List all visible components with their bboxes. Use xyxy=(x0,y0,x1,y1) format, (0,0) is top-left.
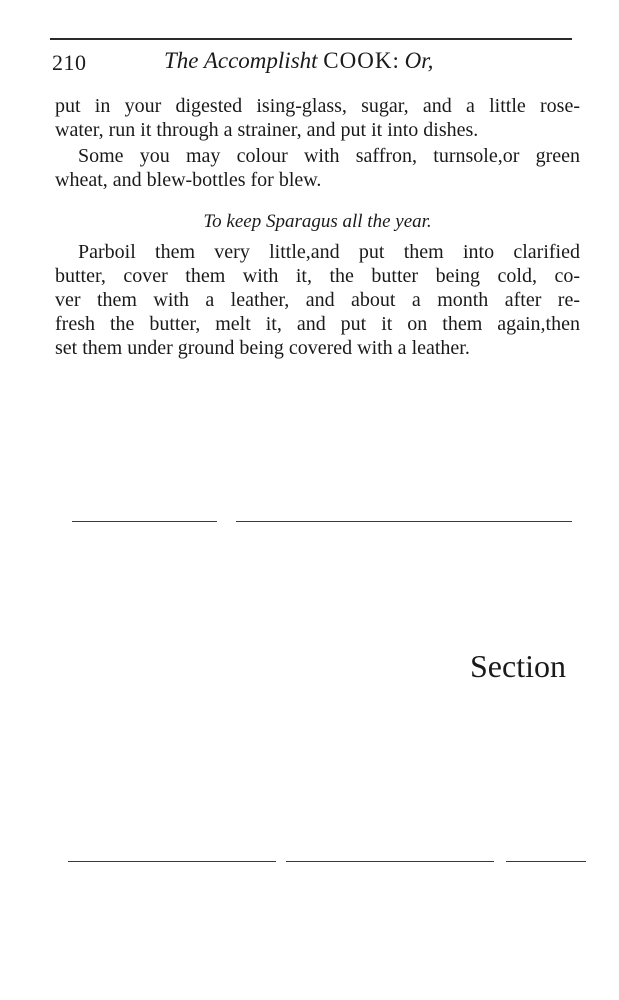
bottom-rule-left xyxy=(68,861,276,862)
recipe-line: ver them with a leather, and about a month after re- xyxy=(55,289,580,311)
paragraph-line: wheat, and blew-bottles for blew. xyxy=(55,169,322,191)
separator-rule-left xyxy=(72,521,217,522)
running-head-caps: COOK xyxy=(323,48,393,73)
recipe-line: butter, cover them with it, the butter being cold, co- xyxy=(55,265,580,287)
bottom-rule-middle xyxy=(286,861,494,862)
running-head-title: The Accomplisht xyxy=(164,48,318,73)
running-head-tail: Or, xyxy=(404,48,434,73)
page-header xyxy=(52,44,572,80)
header-rule xyxy=(50,38,572,40)
paragraph-line: put in your digested ising-glass, sugar, and a little rose- xyxy=(55,95,580,117)
running-head xyxy=(164,48,433,74)
recipe-line: fresh the butter, melt it, and put it on them again,then xyxy=(55,313,580,335)
catchword: Section xyxy=(470,648,566,684)
bottom-rule-right xyxy=(506,861,586,862)
running-head-separator: : xyxy=(392,48,399,73)
recipe-title: To keep Sparagus all the year. xyxy=(203,211,432,232)
page-number: 210 xyxy=(52,50,87,75)
recipe-line: set them under ground being covered with a leather. xyxy=(55,337,470,359)
paragraph-line: water, run it through a strainer, and put it into dishes. xyxy=(55,119,479,141)
paragraph-line: Some you may colour with saffron, turnsole,or green xyxy=(78,145,580,167)
recipe-line: Parboil them very little,and put them into clarified xyxy=(78,241,580,263)
separator-rule-right xyxy=(236,521,572,522)
